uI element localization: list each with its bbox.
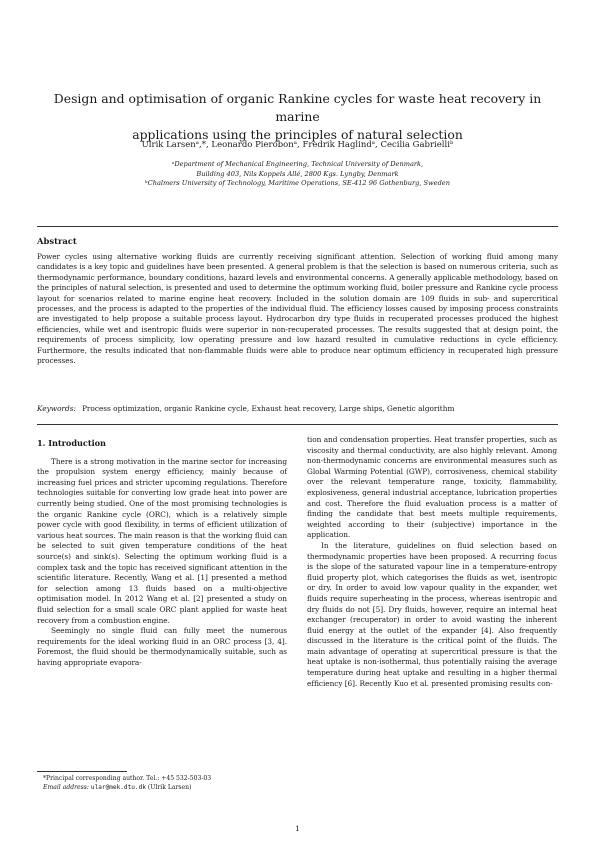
paper-title — [30, 90, 565, 144]
abstract-divider — [37, 424, 558, 425]
paragraph: Seemingly no single fluid can fully meet the numerous requirements for the ideal working fluid in an ORC process [3, 4]. Foremost, the fluid should be thermodynamically suitable, such as having appropriate evapora- — [37, 626, 287, 667]
keywords-label: Keywords: — [37, 404, 76, 413]
affiliation-b: ᵇChalmers University of Technology, Maritime Operations, SE-412 96 Gothenburg, Sweden — [145, 179, 450, 187]
affiliation-a-line-2: Building 403, Nils Koppels Allé, 2800 Kgs. Lyngby, Denmark — [196, 169, 399, 178]
paragraph: tion and condensation properties. Heat transfer properties, such as viscosity and thermal conductivity, are also highly relevant. Among non-thermodynamic concerns are environmental measures such as Global Warming Potential (GWP), corrosiveness, chemical stability over the relevant temperature range, toxicity, flammability, explosiveness, general industrial acceptance, lubrication properties and cost. Therefore the fluid evaluation process is a matter of finding the candidate that best meets multiple requirements, weighted according to their (subjective) importance in the application. — [307, 435, 557, 540]
email-line — [37, 784, 287, 793]
affiliation-a-line-1: ᵃDepartment of Mechanical Engineering, Technical University of Denmark, — [171, 160, 424, 168]
email-address[interactable]: ular@mek.dtu.dk — [90, 783, 146, 791]
left-column — [37, 430, 287, 668]
paragraph: There is a strong motivation in the marine sector for increasing the propulsion system energy efficiency, mainly because of increasing fuel prices and stricter upcoming regulations. Therefore technologies suitable for converting low grade heat into power are currently being studied. One of the most promising technologies is the organic Rankine cycle (ORC), which is a relatively simple power cycle with good flexibility, in terms of efficient utilization of various heat sources. The main reason is that the working fluid can be selected to suit given temperature conditions of the heat source(s) and sink(s). Selecting the optimum working fluid is a complex task and the topic has received significant attention in the scientific literature. Recently, Wang et al. [1] presented a method for selection among 13 fluids based on a multi-objective optimisation model. In 2012 Wang et al. [2] presented a study on fluid selection for a small scale ORC plant applied for waste heat recovery from a combustion engine. — [37, 456, 287, 625]
title-line-1: Design and optimisation of organic Rankine cycles for waste heat recovery in marine — [53, 91, 542, 124]
keywords-text: Process optimization, organic Rankine cycle, Exhaust heat recovery, Large ships, Genetic algorithm — [81, 404, 455, 413]
title-line-2: applications using the principles of natural selection — [132, 127, 463, 142]
paragraph: In the literature, guidelines on fluid selection based on thermodynamic properties have been proposed. A recurring focus is the slope of the saturated vapour line in a temperature-entropy fluid property plot, which categorises the fluids as wet, isentropic or dry. In order to avoid low vapour quality in the expander, wet fluids require superheating in the process, whereas isentropic and dry fluids do not [5]. Dry fluids, however, require an internal heat exchanger (recuperator) in order to avoid wasting the inherent fluid energy at the outlet of the expander [4]. Also frequently discussed in the literature is the critical point of the fluids. The main advantage of operating at supercritical pressure is that the heat uptake is non-isothermal, thus potentially raising the average temperature during heat uptake and resulting in a higher thermal efficiency [6]. Recently Kuo et al. presented promising results con- — [307, 540, 557, 688]
footnote — [37, 775, 287, 793]
email-label: Email address: — [43, 783, 89, 791]
author-list: Ulrik Larsenᵃ,*, Leonardo Pierobonᵃ, Fredrik Haglindᵃ, Cecilia Gabrielliᵇ — [141, 140, 454, 150]
page-number: 1 — [295, 824, 300, 833]
keywords — [37, 404, 558, 413]
abstract-heading: Abstract — [37, 236, 77, 246]
abstract-text: Power cycles using alternative working fluids are currently receiving significant attention. Selection of working fluid among many candidates is a key topic and guidelines have been presented. A general problem is that the selection is based on numerous criteria, such as thermodynamic performance, boundary conditions, hazard levels and environmental concerns. A generally applicable methodology, based on the principles of natural selection, is presented and used to determine the optimum working fluid, boiler pressure and Rankine cycle process layout for scenarios related to marine engine heat recovery. Included in the solution domain are 109 fluids in sub- and supercritical processes, and the process is adapted to the properties of the individual fluid. The efficiency losses caused by imposing process constraints are investigated to help propose a suitable process layout. Hydrocarbon dry type fluids in recuperated processes produced the highest efficiencies, while wet and isentropic fluids were superior in non-recuperated processes. The results suggested that at design point, the requirements of process simplicity, low operating pressure and low hazard resulted in cumulative reductions in cycle efficiency. Furthermore, the results indicated that non-flammable fluids were able to produce near optimum efficiency in recuperated high pressure processes. — [37, 252, 558, 366]
email-owner: (Ulrik Larsen) — [147, 783, 192, 791]
top-divider — [37, 226, 558, 227]
affiliations — [30, 160, 565, 189]
right-column — [307, 435, 557, 689]
corresponding-author-note: *Principal corresponding author. Tel.: +45 532-503-03 — [43, 775, 212, 782]
section-heading-introduction: 1. Introduction — [37, 438, 106, 448]
footnote-divider — [37, 771, 127, 772]
